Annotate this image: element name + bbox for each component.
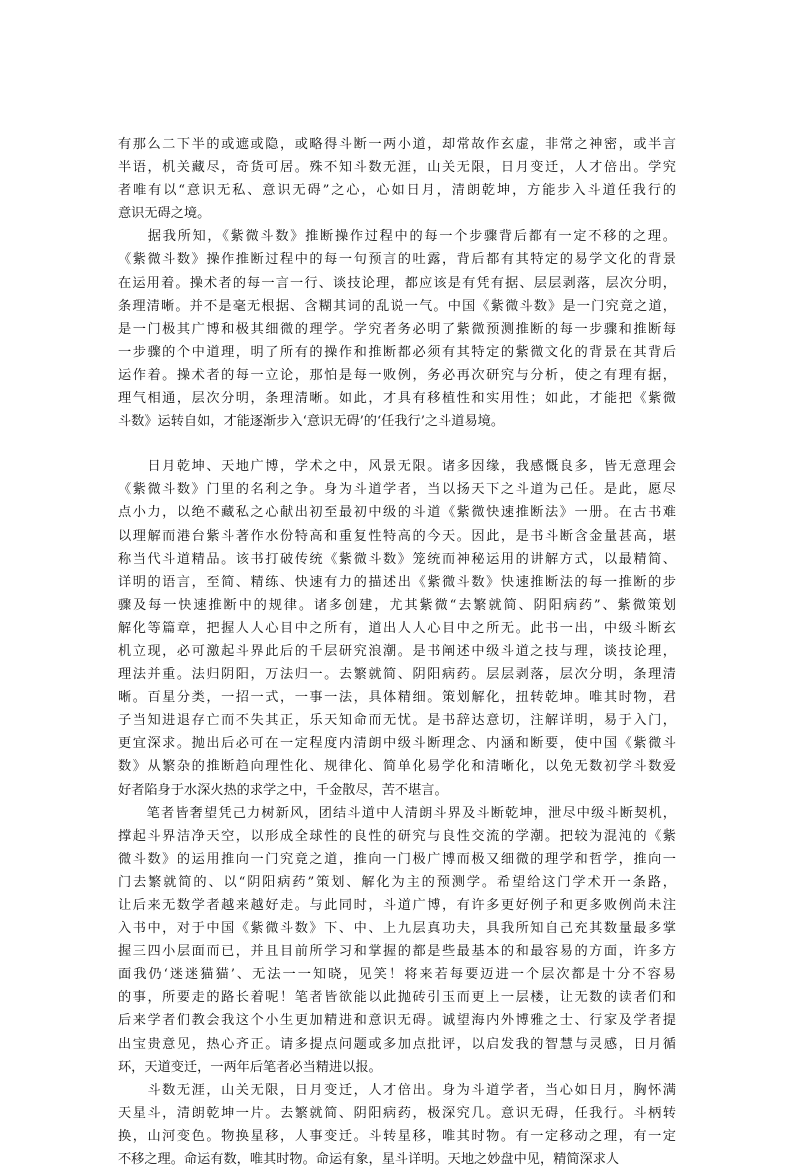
text-line: 据我所知，《紫微斗数》推断操作过程中的每一个步骤背后都有一定不移的之理。: [118, 229, 676, 245]
paragraph-5: [118, 1079, 676, 1171]
text-line: 条理清晰。并不是毫无根据、含糊其词的乱说一气。中国《紫微斗数》是一门究竟之道，: [118, 298, 676, 314]
text-line: 入书中，对于中国《紫微斗数》下、中、上九层真功夫，具我所知自己充其数量最多掌: [118, 921, 676, 937]
text-line: 半语，机关藏尽，奇货可居。殊不知斗数无涯，山关无限，日月变迁，人才倍出。学究: [118, 160, 676, 176]
text-line: 理法并重。法归阴阳，万法归一。去繁就简、阴阳病药。层层剥落，层次分明，条理清: [118, 667, 676, 683]
paragraph-1: [118, 133, 676, 225]
text-line: 出宝贵意见，热心齐正。请多提点问题或多加点批评，以启发我的智慧与灵感，日月循: [118, 1036, 676, 1052]
text-line: 者唯有以“意识无私、意识无碍”之心，心如日月，清朗乾坤，方能步入斗道任我行的: [118, 183, 676, 199]
text-line: 微斗数》的运用推向一门究竟之道，推向一门极广博而极又细微的理学和哲学，推向一: [118, 851, 676, 867]
text-line: 《紫微斗数》操作推断过程中的每一句预言的吐露，背后都有其特定的易学文化的背景: [118, 252, 676, 268]
text-line: 在运用着。操术者的每一言一行、谈技论理，都应该是有凭有据、层层剥落，层次分明，: [118, 275, 676, 291]
text-line: 点小力，以绝不藏私之心献出初至最初中级的斗道《紫微快速推断法》一册。在古书难: [118, 505, 676, 521]
text-line: 解化等篇章，把握人人心目中之所有，道出人人心目中之所无。此书一出，中级斗断玄: [118, 620, 676, 636]
text-line: 握三四小层面而已，并且目前所学习和掌握的都是些最基本的和最容易的方面，许多方: [118, 944, 676, 960]
text-line: 让后来无数学者越来越好走。与此同时，斗道广博，有许多更好例子和更多败例尚未注: [118, 898, 676, 913]
text-line: 详明的语言，至简、精练、快速有力的描述出《紫微斗数》快速推断法的每一推断的步: [118, 574, 676, 590]
text-line: 称当代斗道精品。该书打破传统《紫微斗数》笼统而神秘运用的讲解方式，以最精简、: [118, 551, 676, 567]
text-line: 日月乾坤、天地广博，学术之中，风景无限。诸多因缘，我感慨良多，皆无意理会: [118, 459, 676, 475]
text-line: 斗数》运转自如，才能逐渐步入‘意识无碍’的‘任我行’之斗道易境。: [118, 414, 505, 430]
text-line: 后来学者们教会我这个小生更加精进和意识无碍。诚望海内外博雅之士、行家及学者提: [118, 1013, 676, 1029]
text-line: 子当知进退存亡而不失其正，乐天知命而无忧。是书辞达意切，注解详明，易于入门，: [118, 713, 676, 729]
text-line: 是一门极其广博和极其细微的理学。学究者务必明了紫微预测推断的每一步骤和推断每: [118, 321, 676, 337]
document-page: [118, 133, 676, 1171]
text-line: 更宜深求。抛出后必可在一定程度内清朗中级斗断理念、内涵和断要，使中国《紫微斗: [118, 736, 676, 752]
text-line: 有那么二下半的或遮或隐，或略得斗断一两小道，却常故作玄虚，非常之神密，或半言: [118, 137, 676, 152]
text-line: 撑起斗界洁净天空，以形成全球性的良性的研究与良性交流的学潮。把较为混沌的《紫: [118, 828, 676, 844]
text-line: 门去繁就简的、以“阴阳病药”策划、解化为主的预测学。希望给这门学术开一条路，: [118, 874, 676, 890]
text-line: 换，山河变色。物换星移，人事变迁。斗转星移，唯其时物。有一定移动之理，有一定: [118, 1128, 676, 1144]
text-line: 的事，所要走的路长着呢！笔者皆欲能以此抛砖引玉而更上一层楼，让无数的读者们和: [118, 990, 676, 1006]
text-line: 以理解而港台紫斗著作水份特高和重复性特高的今天。因此，是书斗断含金量甚高，堪: [118, 528, 676, 544]
text-line: 机立现，必可激起斗界此后的千层研究浪潮。是书阐述中级斗道之技与理，谈技论理，: [118, 643, 676, 659]
text-line: 好者陷身于水深火热的求学之中，千金散尽，苦不堪言。: [118, 782, 448, 798]
paragraph-2: [118, 225, 676, 433]
text-line: 天星斗，清朗乾坤一片。去繁就简、阴阳病药，极深究几。意识无碍，任我行。斗柄转: [118, 1105, 676, 1121]
paragraph-4: [118, 802, 676, 1079]
text-line: 笔者皆奢望凭己力树新风，团结斗道中人清朗斗界及斗断乾坤，泄尽中级斗断契机，: [118, 805, 676, 821]
text-line: 理气相通，层次分明，条理清晰。如此，才具有移植性和实用性；如此，才能把《紫微: [118, 391, 676, 407]
text-line: 不移之理。命运有数，唯其时物。命运有象，星斗详明。天地之妙盘中见，精简深求人: [118, 1152, 620, 1168]
text-line: 运作着。操术者的每一立论，那怕是每一败例，务必再次研究与分析，使之有理有据，: [118, 367, 676, 383]
text-line: 面我仍‘迷迷猫猫’、无法一一知晓，见笑！将来若每要迈进一个层次都是十分不容易: [118, 967, 676, 983]
text-line: 数》从繁杂的推断趋向理性化、规律化、简单化易学化和清晰化，以免无数初学斗数爱: [118, 759, 676, 775]
paragraph-spacer: [118, 433, 676, 455]
text-line: 晰。百星分类，一招一式，一事一法，具体精细。策划解化，扭转乾坤。唯其时物，君: [118, 690, 676, 706]
text-line: 斗数无涯，山关无限，日月变迁，人才倍出。身为斗道学者，当心如日月，胸怀满: [118, 1082, 676, 1098]
text-line: 一步骤的个中道理，明了所有的操作和推断都必须有其特定的紫微文化的背景在其背后: [118, 344, 676, 360]
paragraph-3: [118, 455, 676, 801]
text-line: 骤及每一快速推断中的规律。诸多创建，尤其紫微“去繁就简、阴阳病药”、紫微策划: [118, 597, 676, 613]
text-line: 《紫微斗数》门里的名利之争。身为斗道学者，当以扬天下之斗道为己任。是此，愿尽: [118, 482, 676, 498]
text-line: 意识无碍之境。: [118, 206, 211, 222]
text-line: 环，天道变迁，一两年后笔者必当精进以报。: [118, 1059, 382, 1075]
